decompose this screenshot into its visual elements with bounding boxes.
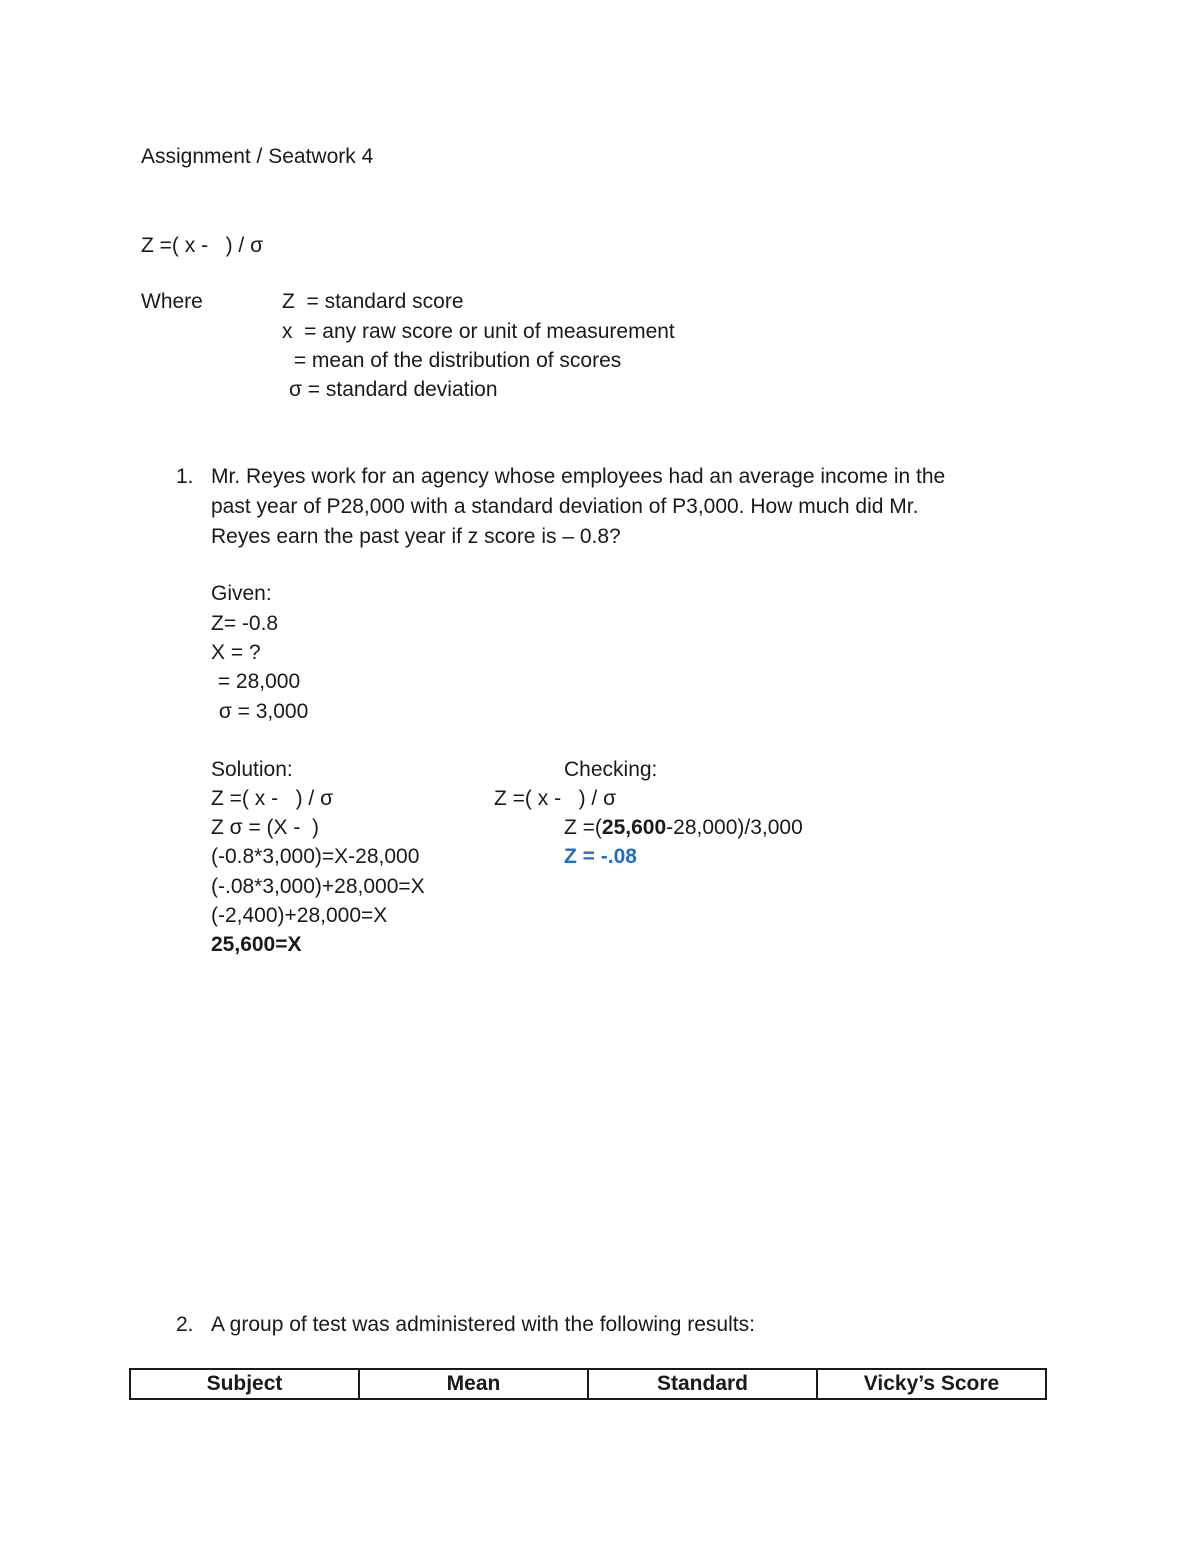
checking-substitution	[564, 817, 803, 838]
solution-step-3: (-0.8*3,000)=X-28,000	[211, 845, 420, 868]
checking-sub-prefix: Z =(	[564, 816, 602, 839]
checking-formula: Z =( x - ) / σ	[494, 787, 617, 810]
definition-sigma: σ = standard deviation	[289, 378, 498, 401]
table-header-row	[130, 1369, 1046, 1399]
given-x: X = ?	[211, 641, 261, 664]
solution-step-2: Z σ = (X - )	[211, 816, 320, 839]
given-label: Given:	[211, 582, 272, 605]
header-standard: Standard	[588, 1369, 817, 1399]
page-title: Assignment / Seatwork 4	[141, 145, 374, 168]
solution-step-1: Z =( x - ) / σ	[211, 787, 334, 810]
given-sigma: σ = 3,000	[213, 700, 309, 723]
definition-z: Z = standard score	[282, 290, 464, 313]
z-score-formula: Z =( x - ) / σ	[141, 234, 264, 257]
checking-label: Checking:	[564, 758, 658, 781]
where-label: Where	[141, 290, 203, 313]
header-mean: Mean	[359, 1369, 588, 1399]
problem-1-text-line-3: Reyes earn the past year if z score is – 0.8?	[211, 525, 621, 548]
checking-result: Z = -.08	[564, 845, 637, 868]
solution-result: 25,600=X	[211, 933, 302, 956]
problem-1-text-line-2: past year of P28,000 with a standard deviation of P3,000. How much did Mr.	[211, 495, 919, 518]
definition-x: x = any raw score or unit of measurement	[282, 320, 675, 343]
solution-step-5: (-2,400)+28,000=X	[211, 904, 388, 927]
problem-2-text: A group of test was administered with the following results:	[211, 1313, 755, 1336]
given-z: Z= -0.8	[211, 612, 279, 635]
solution-step-4: (-.08*3,000)+28,000=X	[211, 875, 425, 898]
given-mean: = 28,000	[212, 670, 301, 693]
checking-sub-value: 25,600	[601, 816, 667, 839]
header-subject: Subject	[130, 1369, 359, 1399]
solution-label: Solution:	[211, 758, 293, 781]
checking-sub-suffix: -28,000)/3,000	[666, 816, 803, 839]
definition-mean: = mean of the distribution of scores	[288, 349, 622, 372]
problem-1-number: 1.	[176, 465, 194, 488]
results-table	[129, 1368, 1047, 1400]
problem-1-text-line-1: Mr. Reyes work for an agency whose employees had an average income in the	[211, 465, 946, 488]
problem-2-number: 2.	[176, 1313, 194, 1336]
header-vickys-score: Vicky’s Score	[817, 1369, 1046, 1399]
